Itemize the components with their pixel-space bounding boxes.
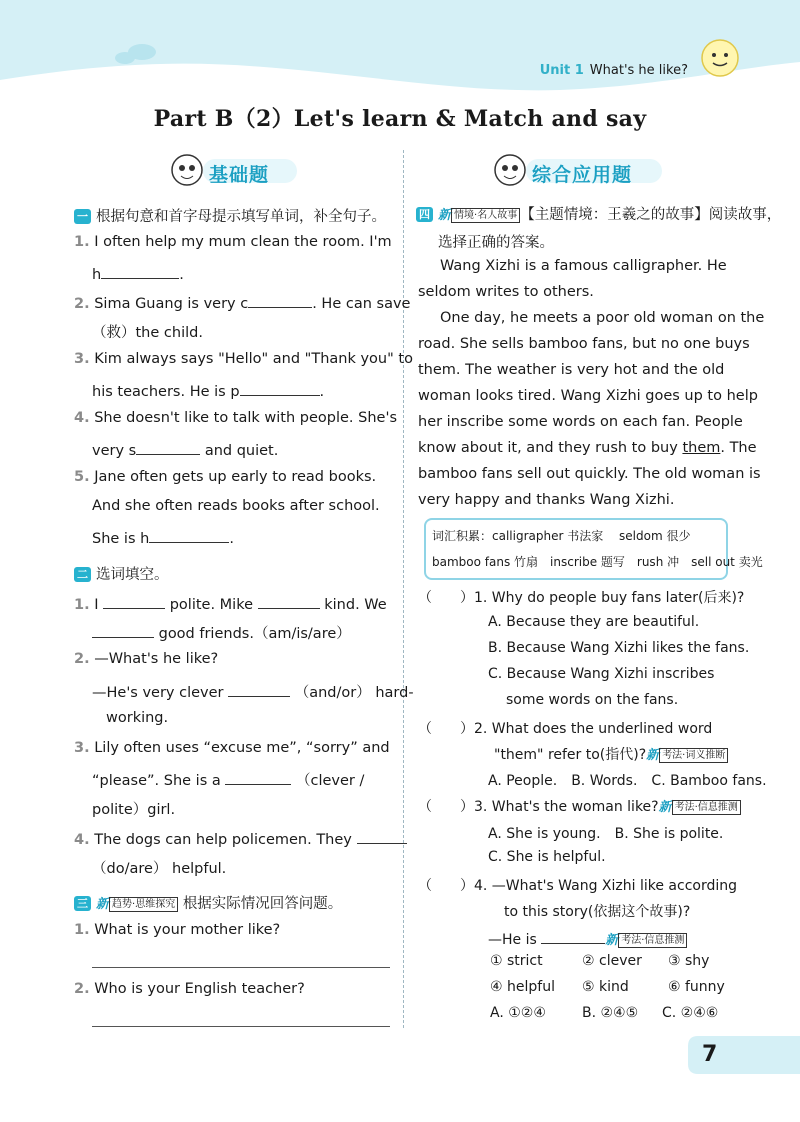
- item-number: 1.: [74, 597, 90, 613]
- option-4: ④ helpful: [490, 979, 555, 995]
- answer-choice-a[interactable]: A. ①②④: [490, 1005, 546, 1021]
- mc-question-4-line2: to this story(依据这个故事)?: [504, 904, 691, 920]
- section-badge: 一: [74, 209, 91, 224]
- section-badge: 四: [416, 207, 433, 222]
- question-2: [74, 981, 305, 997]
- item-text: kind. We: [324, 597, 387, 613]
- item-text: （and/or） hard-: [294, 685, 414, 701]
- item-text: Sima Guang is very c: [94, 296, 249, 312]
- question-1: [74, 922, 280, 938]
- answer-blank[interactable]: [240, 380, 320, 396]
- item-text: good friends.（am/is/are）: [158, 626, 351, 642]
- answer-blank[interactable]: [136, 439, 200, 455]
- item-text: What is your mother like?: [94, 922, 281, 938]
- item-number: 1.: [74, 922, 90, 938]
- item-text: —He's very clever: [92, 685, 224, 701]
- choice-1: [74, 593, 387, 613]
- item-2: [74, 292, 410, 312]
- column-divider: [403, 150, 404, 1028]
- page-title: Part B（2）Let's learn & Match and say: [153, 106, 647, 132]
- tag-box: 考法·信息推测: [672, 800, 741, 815]
- item-text: The dogs can help policemen. They: [94, 832, 352, 848]
- answer-blank[interactable]: [258, 593, 320, 609]
- answer-blank[interactable]: [357, 828, 407, 844]
- item-text: I: [94, 597, 99, 613]
- mc-option[interactable]: C. Because Wang Xizhi inscribes: [488, 666, 715, 682]
- new-tag: 新: [658, 800, 672, 815]
- answer-choice-b[interactable]: B. ②④⑤: [582, 1005, 639, 1021]
- passage-line: them. The weather is very hot and the old: [418, 362, 725, 378]
- mc-option[interactable]: B. Because Wang Xizhi likes the fans.: [488, 640, 750, 656]
- mc-question-4: （ ）4. —What's Wang Xizhi like according: [418, 878, 737, 894]
- unit-title: What's he like?: [589, 63, 688, 78]
- section-instruction: 选词填空。: [96, 567, 169, 583]
- item-number: 4.: [74, 832, 90, 848]
- item-1: [74, 234, 392, 250]
- item-text: I often help my mum clean the room. I'm: [94, 234, 392, 250]
- item-number: 2.: [74, 296, 90, 312]
- new-tag: 新: [646, 748, 660, 763]
- passage-line: Wang Xizhi is a famous calligrapher. He: [440, 258, 727, 274]
- new-tag: 新: [605, 933, 619, 948]
- option-5: ⑤ kind: [582, 979, 629, 995]
- mc-options[interactable]: A. People. B. Words. C. Bamboo fans.: [488, 773, 767, 789]
- item-1-line2: [92, 263, 184, 283]
- passage-line: One day, he meets a poor old woman on the: [440, 310, 765, 326]
- passage-line: her inscribe some words on each fan. People: [418, 414, 743, 430]
- mc-option[interactable]: C. She is helpful.: [488, 849, 606, 865]
- answer-line[interactable]: [92, 967, 390, 968]
- option-1: ① strict: [490, 953, 543, 969]
- page-number-tab: [688, 1036, 800, 1074]
- item-number: 1.: [74, 234, 90, 250]
- answer-line[interactable]: [92, 1026, 390, 1027]
- tag-box: 考法·信息推测: [618, 933, 687, 948]
- section-badge: 二: [74, 567, 91, 582]
- item-text: his teachers. He is p: [92, 384, 240, 400]
- vocab-line-1: 词汇积累：calligrapher 书法家 seldom 很少: [432, 529, 691, 543]
- item-text: Lily often uses “excuse me”, “sorry” and: [94, 740, 390, 756]
- choice-2-line2: [92, 681, 414, 702]
- item-5-line3: [92, 527, 234, 547]
- section-4-heading: [416, 203, 781, 224]
- section-3-heading: [74, 892, 342, 913]
- item-4: [74, 410, 397, 426]
- item-text: She is h: [92, 531, 150, 547]
- hint-letter: h: [92, 267, 102, 283]
- comprehensive-questions-banner: [490, 150, 670, 190]
- mc-question-2: （ ）2. What does the underlined word: [418, 721, 713, 737]
- tag-box: 趋势·思维探究: [109, 897, 178, 912]
- passage-line: very happy and thanks Wang Xizhi.: [418, 492, 675, 508]
- item-number: 2.: [74, 651, 90, 667]
- mc-question-3: [418, 796, 741, 816]
- item-text: Who is your English teacher?: [94, 981, 305, 997]
- item-text: —What's he like?: [94, 651, 219, 667]
- answer-blank[interactable]: [92, 622, 154, 638]
- mc-option-cont: some words on the fans.: [506, 692, 679, 708]
- item-number: 3.: [74, 351, 90, 367]
- item-5: [74, 469, 376, 485]
- answer-blank[interactable]: [101, 263, 179, 279]
- vocabulary-box: [424, 518, 763, 580]
- section-2-heading: [74, 563, 169, 584]
- passage-text: . The: [720, 440, 757, 456]
- item-text: “please”. She is a: [92, 773, 221, 789]
- item-text: Kim always says "Hello" and "Thank you" to: [94, 351, 413, 367]
- answer-blank[interactable]: [248, 292, 312, 308]
- tag-box: 情境·名人故事: [451, 208, 520, 223]
- choice-2-line3: working.: [106, 710, 169, 726]
- item-text: She doesn't like to talk with people. She's: [94, 410, 397, 426]
- section-instruction: 根据实际情况回答问题。: [182, 896, 343, 912]
- basic-questions-banner: [165, 150, 305, 190]
- new-tag: 新: [96, 897, 110, 912]
- tag-box: 考法·词义推断: [659, 748, 728, 763]
- mc-question-4-line3: [488, 928, 687, 948]
- item-3-line2: [92, 380, 324, 400]
- item-text: —He is: [488, 932, 537, 948]
- answer-blank[interactable]: [541, 928, 605, 944]
- sun-mascot-icon: [702, 40, 738, 76]
- item-text: .: [319, 384, 325, 400]
- item-number: 4.: [74, 410, 90, 426]
- option-6: ⑥ funny: [668, 979, 725, 995]
- choice-3-line2: [92, 769, 364, 790]
- choice-4-line2: （do/are） helpful.: [92, 861, 227, 877]
- item-text: . He can save: [312, 296, 411, 312]
- item-3: [74, 351, 413, 367]
- item-text: Jane often gets up early to read books.: [94, 469, 377, 485]
- item-text: and quiet.: [204, 443, 279, 459]
- item-2-line2: （救）the child.: [92, 325, 203, 341]
- passage-line: [418, 440, 757, 456]
- mc-options[interactable]: A. She is young. B. She is polite.: [488, 826, 724, 842]
- item-4-line2: [92, 439, 278, 459]
- item-text: very s: [92, 443, 137, 459]
- answer-blank[interactable]: [225, 769, 291, 785]
- item-text: （ ）3. What's the woman like?: [418, 799, 659, 815]
- page-number: 7: [702, 1042, 718, 1067]
- choice-3: [74, 740, 390, 756]
- mc-question-1: （ ）1. Why do people buy fans later(后来)?: [418, 590, 745, 606]
- header-wave-band: [0, 0, 800, 100]
- choice-4: [74, 828, 407, 848]
- unit-label: Unit 1: [539, 63, 584, 78]
- answer-choice-c[interactable]: C. ②④⑥: [662, 1005, 719, 1021]
- passage-line: road. She sells bamboo fans, but no one buys: [418, 336, 750, 352]
- option-3: ③ shy: [668, 953, 710, 969]
- item-text: .: [229, 531, 234, 547]
- item-text: （clever /: [295, 773, 365, 789]
- answer-blank[interactable]: [149, 527, 229, 543]
- mc-question-2-line2: [494, 744, 728, 764]
- banner-label: 综合应用题: [532, 164, 633, 186]
- vocab-line-2: bamboo fans 竹扇 inscribe 题写 rush 冲 sell out 卖光: [432, 555, 763, 569]
- item-text: "them" refer to(指代)?: [494, 747, 647, 763]
- unit-header: [540, 63, 688, 78]
- mc-option[interactable]: A. Because they are beautiful.: [488, 614, 700, 630]
- section-badge: 三: [74, 896, 91, 911]
- item-number: 3.: [74, 740, 90, 756]
- section-instruction: 【主题情境：王羲之的故事】阅读故事，: [520, 207, 782, 223]
- passage-line: woman looks tired. Wang Xizhi goes up to help: [418, 388, 758, 404]
- item-number: 2.: [74, 981, 90, 997]
- passage-line: bamboo fans sell out quickly. The old woman is: [418, 466, 761, 482]
- section-4-heading-line2: 选择正确的答案。: [438, 235, 554, 251]
- new-tag: 新: [438, 208, 452, 223]
- answer-blank[interactable]: [228, 681, 290, 697]
- item-text: polite. Mike: [169, 597, 254, 613]
- item-text: .: [179, 267, 184, 283]
- passage-line: seldom writes to others.: [418, 284, 594, 300]
- choice-3-line3: polite）girl.: [92, 802, 176, 818]
- answer-blank[interactable]: [103, 593, 165, 609]
- option-2: ② clever: [582, 953, 642, 969]
- banner-label: 基础题: [209, 164, 270, 186]
- choice-1-line2: [92, 622, 351, 643]
- underlined-word: them: [682, 440, 721, 456]
- item-5-line2: And she often reads books after school.: [92, 498, 380, 514]
- choice-2: [74, 651, 218, 667]
- passage-text: know about it, and they rush to buy: [418, 440, 683, 456]
- item-number: 5.: [74, 469, 90, 485]
- section-instruction: 根据句意和首字母提示填写单词，补全句子。: [96, 209, 386, 225]
- section-1-heading: [74, 205, 386, 226]
